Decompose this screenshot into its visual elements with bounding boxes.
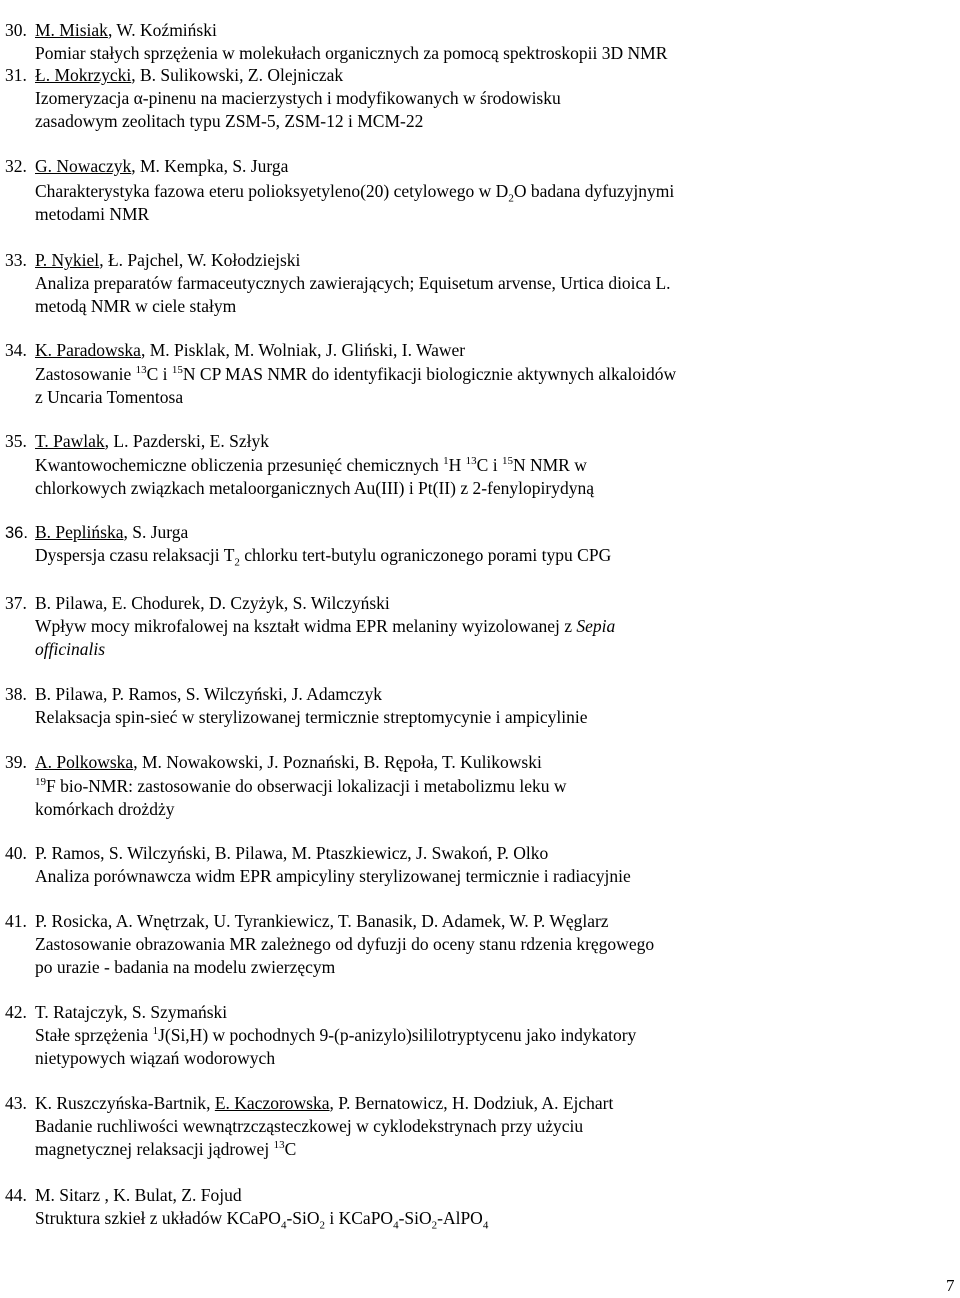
entry-authors xyxy=(5,593,390,613)
entry-title xyxy=(35,615,935,660)
species-name: Sepia xyxy=(576,616,616,636)
title-text: C xyxy=(284,1138,297,1159)
entry-authors xyxy=(5,684,382,704)
entry-number: 33. xyxy=(5,250,27,270)
entry-authors xyxy=(5,20,217,40)
title-text: i KCaPO xyxy=(325,1208,394,1228)
co-authors: , W. Koźmiński xyxy=(107,20,217,40)
entry-number: 35. xyxy=(5,431,27,451)
superscript: 1 xyxy=(152,1025,159,1038)
entry-title xyxy=(35,1115,935,1160)
co-authors: B. Pilawa, E. Chodurek, D. Czyżyk, S. Wilczyński xyxy=(35,593,390,613)
title-text: po urazie - badania na modelu zwierzęcym xyxy=(35,956,336,977)
entry-authors xyxy=(5,752,542,772)
co-authors: , Ł. Pajchel, W. Kołodziejski xyxy=(99,250,301,270)
presenting-author: M. Misiak xyxy=(35,20,108,40)
superscript: 19 xyxy=(35,776,46,789)
co-authors: , M. Nowakowski, J. Poznański, B. Rępoła, T. Kulikowski xyxy=(133,752,542,772)
entry-number: 36. xyxy=(5,524,28,542)
entry-authors xyxy=(5,843,548,863)
title-text: z Uncaria Tomentosa xyxy=(35,386,184,407)
title-text: komórkach drożdży xyxy=(35,798,175,819)
entry-authors xyxy=(5,522,188,543)
title-text: C i xyxy=(146,364,172,384)
title-text: Charakterystyka fazowa eteru polioksyetyleno(20) cetylowego w D xyxy=(35,181,509,201)
entry-number: 41. xyxy=(5,911,27,931)
title-text: chlorkowych związkach metaloorganicznych Au(III) i Pt(II) z 2-fenylopirydyną xyxy=(35,477,594,498)
entry-number: 44. xyxy=(5,1185,27,1205)
subscript: 4 xyxy=(482,1219,489,1232)
co-authors: , B. Sulikowski, Z. Olejniczak xyxy=(131,65,344,85)
co-authors: B. Pilawa, P. Ramos, S. Wilczyński, J. Adamczyk xyxy=(35,684,383,704)
entry-title xyxy=(35,544,935,567)
subscript: 2 xyxy=(508,192,514,205)
title-text: Wpływ mocy mikrofalowej na kształt widma EPR melaniny wyizolowanej z xyxy=(35,616,577,636)
title-text: nietypowych wiązań wodorowych xyxy=(35,1047,276,1068)
entry-title xyxy=(35,454,935,499)
superscript: 13 xyxy=(135,364,147,377)
entry-authors xyxy=(5,911,609,931)
entry-authors xyxy=(5,431,269,451)
title-text: Kwantowochemiczne obliczenia przesunięć chemicznych xyxy=(35,455,444,475)
superscript: 13 xyxy=(465,455,477,468)
title-text: Stałe sprzężenia xyxy=(35,1025,153,1045)
title-text: zasadowym zeolitach typu ZSM-5, ZSM-12 i MCM-22 xyxy=(35,110,424,131)
entry-authors xyxy=(5,1093,613,1113)
title-text: Relaksacja spin-sieć w sterylizowanej termicznie streptomycynie i ampicylinie xyxy=(35,707,588,727)
superscript: 13 xyxy=(273,1138,285,1151)
title-text: magnetycznej relaksacji jądrowej xyxy=(35,1138,274,1159)
presenting-author: B. Peplińska xyxy=(35,522,124,542)
entry-number: 32. xyxy=(5,156,27,176)
entry-number: 43. xyxy=(5,1093,27,1113)
title-text: Zastosowanie obrazowania MR zależnego od dyfuzji do oceny stanu rdzenia kręgowego xyxy=(35,934,655,954)
entry-title xyxy=(35,87,935,132)
entry-authors xyxy=(5,156,288,176)
title-text: chlorku tert-butylu ograniczonego porami typu CPG xyxy=(239,545,612,565)
presenting-author: K. Paradowska xyxy=(35,340,141,360)
title-text: Analiza preparatów farmaceutycznych zawierających; Equisetum arvense, Urtica dioica L. xyxy=(35,273,671,293)
title-text: Pomiar stałych sprzężenia w molekułach organicznych za pomocą spektroskopii 3D NMR xyxy=(35,43,668,63)
entry-title xyxy=(35,180,935,225)
entry-title xyxy=(35,706,935,729)
superscript: 15 xyxy=(501,455,513,468)
title-text: J(Si,H) w pochodnych 9-(p-anizylo)sililotryptycenu jako indykatory xyxy=(158,1025,637,1045)
entry-authors xyxy=(5,1185,242,1205)
superscript: 1 xyxy=(443,455,449,468)
title-text: Badanie ruchliwości wewnątrzcząsteczkowej w cyklodekstrynach przy użyciu xyxy=(35,1116,584,1136)
entry-authors xyxy=(5,65,343,85)
subscript: 2 xyxy=(431,1219,438,1232)
page-number: 7 xyxy=(946,1276,955,1295)
entry-number: 31. xyxy=(5,65,27,85)
entry-title xyxy=(35,1207,935,1230)
co-authors: , M. Kempka, S. Jurga xyxy=(131,156,289,176)
entry-number: 39. xyxy=(5,752,27,772)
title-text: H xyxy=(448,455,466,475)
title-text: Izomeryzacja α-pinenu na macierzystych i modyfikowanych w środowisku xyxy=(35,88,561,108)
presenting-author: T. Pawlak xyxy=(35,431,105,451)
title-text: Dyspersja czasu relaksacji T xyxy=(35,545,235,565)
presenting-author: Ł. Mokrzycki xyxy=(35,65,132,85)
title-text: Zastosowanie xyxy=(35,364,136,384)
entry-authors xyxy=(5,250,300,270)
subscript: 4 xyxy=(393,1219,399,1232)
co-authors: , S. Jurga xyxy=(123,522,189,542)
title-text: metodami NMR xyxy=(35,203,150,224)
subscript: 4 xyxy=(280,1219,287,1232)
title-text: Struktura szkieł z układów KCaPO xyxy=(35,1208,281,1228)
presenting-author: A. Polkowska xyxy=(35,752,134,772)
species-name: officinalis xyxy=(35,638,105,659)
presenting-author: G. Nowaczyk xyxy=(35,156,132,176)
presenting-author: P. Nykiel xyxy=(35,250,100,270)
entry-title xyxy=(35,775,935,820)
entry-title xyxy=(35,363,935,408)
title-text: metodą NMR w ciele stałym xyxy=(35,295,237,316)
entry-number: 40. xyxy=(5,843,27,863)
entry-title xyxy=(35,865,935,888)
co-authors: T. Ratajczyk, S. Szymański xyxy=(35,1002,228,1022)
title-text: -AlPO xyxy=(437,1208,483,1228)
entry-number: 42. xyxy=(5,1002,27,1022)
co-authors: , M. Pisklak, M. Wolniak, J. Gliński, I. Wawer xyxy=(140,340,466,360)
entry-title xyxy=(35,42,935,65)
title-text: C i xyxy=(476,455,502,475)
title-text: -SiO xyxy=(398,1208,432,1228)
presenting-author: E. Kaczorowska xyxy=(214,1093,330,1113)
entry-title xyxy=(35,272,935,317)
co-authors: , L. Pazderski, E. Szłyk xyxy=(104,431,269,451)
title-text: N NMR w xyxy=(512,455,587,475)
title-text: N CP MAS NMR do identyfikacji biologicznie aktywnych alkaloidów xyxy=(182,364,677,384)
entry-number: 38. xyxy=(5,684,27,704)
title-text: -SiO xyxy=(286,1208,320,1228)
entry-title xyxy=(35,1024,935,1069)
entry-authors xyxy=(5,340,465,360)
title-text: F bio-NMR: zastosowanie do obserwacji lokalizacji i metabolizmu leku w xyxy=(46,776,567,796)
title-text: Analiza porównawcza widm EPR ampicyliny sterylizowanej termicznie i radiacyjnie xyxy=(35,866,631,886)
subscript: 2 xyxy=(234,556,240,569)
co-authors: P. Rosicka, A. Wnętrzak, U. Tyrankiewicz, T. Banasik, D. Adamek, W. P. Węglarz xyxy=(35,911,609,931)
entry-authors xyxy=(5,1002,227,1022)
title-text: O badana dyfuzyjnymi xyxy=(513,181,675,201)
entry-number: 37. xyxy=(5,593,27,613)
entry-number: 34. xyxy=(5,340,27,360)
entry-title xyxy=(35,933,935,978)
subscript: 2 xyxy=(319,1219,325,1232)
co-authors: P. Ramos, S. Wilczyński, B. Pilawa, M. Ptaszkiewicz, J. Swakoń, P. Olko xyxy=(35,843,549,863)
co-authors: , P. Bernatowicz, H. Dodziuk, A. Ejchart xyxy=(329,1093,614,1113)
co-authors: M. Sitarz , K. Bulat, Z. Fojud xyxy=(35,1185,242,1205)
co-authors: K. Ruszczyńska-Bartnik, xyxy=(35,1093,215,1113)
superscript: 15 xyxy=(171,364,183,377)
entry-number: 30. xyxy=(5,20,27,40)
